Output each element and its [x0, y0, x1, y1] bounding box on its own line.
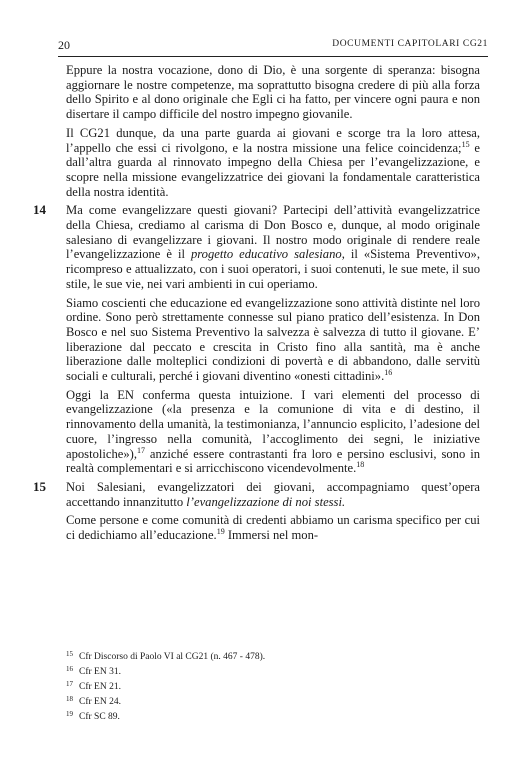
footnote-number: 17: [66, 680, 73, 689]
body-text: [33, 63, 480, 547]
header-rule: [58, 56, 488, 57]
footnote-ref: 16: [384, 368, 393, 378]
footnote-ref: 19: [216, 527, 225, 537]
footnote: [66, 678, 480, 693]
body-paragraph: [66, 296, 480, 384]
paragraph-text: Come persone e come comunità di credenti abbiamo un carisma specifico per cui ci dedichiamo all’educazione.: [66, 513, 480, 543]
footnote: [66, 663, 480, 678]
footnote-number: 15: [66, 650, 73, 658]
paragraph-text: , il «Sistema Preventivo», ricompreso e attualizzato, con i suoi operatori, i suoi contenuti, le sue mete, il suo stile, le sue vie, nei vari ambienti in cui operiamo.: [66, 247, 480, 291]
footnote: [66, 693, 480, 708]
footnote-text: Cfr Discorso di Paolo VI al CG21 (n. 467 - 478).: [79, 652, 266, 662]
paragraph-text: Ma come evangelizzare questi giovani? Partecipi dell’attività evangelizzatrice della Chiesa, crediamo al carisma di Don Bosco e, dunque, al modo originale salesiano di evangelizzare i giovani. Il nostro modo originale di rendere reale l’evangelizzazione è il: [66, 203, 480, 262]
section-number: 15: [33, 478, 46, 494]
footnote-ref: 15: [461, 139, 470, 149]
footnote-text: Cfr EN 21.: [79, 682, 121, 693]
paragraph-text: Eppure la nostra vocazione, dono di Dio, è una sorgente di speranza: bisogna aggiornare le nostre competenze, ma soprattutto bisogna credere di più alla forza dello Spirito e al dono originale che Egli ci ha fatto, per vincere ogni paura e non disertare il campo difficile del nostro impegno giovanile.: [66, 63, 480, 122]
body-paragraph: [66, 388, 480, 476]
paragraph-text: anziché essere contrastanti fra loro e persino esclusivi, sono in realtà complementari e si arricchiscono vicendevolmente.: [66, 446, 480, 476]
paragraph-text: Noi Salesiani, evangelizzatori dei giovani, accompagniamo quest’opera accettando innanzitutto: [66, 479, 480, 509]
paragraph-text: Siamo coscienti che educazione ed evangelizzazione sono attività distinte nel loro ordine. Sono però strettamente connesse sul piano pratico dell’esistenza. In Don Bosco e nel suo Sistema Preventivo la salvezza è salvezza di tutto il giovane. E’ liberazione dal peccato e crescita in Cristo fino alla santità, ma è anche liberazione dalle molteplici condizioni di povertà e di abbandono, dalle servitù sociali e culturali, perché i giovani diventino «onesti cittadini».: [66, 295, 480, 384]
footnote: [66, 648, 480, 663]
footnote-number: 19: [66, 710, 73, 719]
paragraph-text: Immersi nel mon-: [224, 528, 319, 543]
paragraph-text: e dall’altra guarda al rinnovato impegno della Chiesa per l’evangelizzazione, e scopre nella missione evangelizzatrice dei giovani la fondamentale caratteristica della nostra identità.: [66, 140, 480, 199]
footnotes: [66, 648, 480, 723]
section-number: 14: [33, 202, 46, 218]
body-paragraph: [33, 478, 480, 509]
body-paragraph: [66, 513, 480, 542]
body-paragraph: [66, 126, 480, 200]
footnote-ref: 17: [137, 445, 145, 455]
page-number: 20: [58, 38, 70, 52]
footnote-text: Cfr EN 24.: [79, 697, 121, 708]
italic-text: progetto educativo salesiano: [190, 247, 342, 262]
footnote-number: 16: [66, 665, 73, 674]
body-paragraph: [33, 202, 480, 291]
page-header: [58, 38, 488, 54]
italic-text: l’evangelizzazione di noi stessi.: [186, 494, 346, 509]
footnote-ref: 18: [356, 460, 365, 470]
footnote-number: 18: [66, 695, 73, 704]
footnote-text: Cfr EN 31.: [79, 667, 121, 678]
footnote-text: Cfr SC 89.: [79, 712, 120, 723]
footnote: [66, 708, 480, 723]
body-paragraph: [66, 63, 480, 122]
running-title: DOCUMENTI CAPITOLARI CG21: [332, 39, 488, 49]
paragraph-text: Oggi la EN conferma questa intuizione. I vari elementi del processo di evangelizzazione («la presenza e la comunione di vita e di destino, il rinnovamento della umanità, la testimonianza, l’annuncio esplicito, l’adesione del cuore, l’ingresso nella comunità, l’accoglimento dei segni, le iniziative apostoliche»),: [66, 387, 480, 461]
paragraph-text: Il CG21 dunque, da una parte guarda ai giovani e scorge tra la loro attesa, l’appello che essi ci rivolgono, e la nostra missione una felice coincidenza;: [66, 125, 480, 155]
